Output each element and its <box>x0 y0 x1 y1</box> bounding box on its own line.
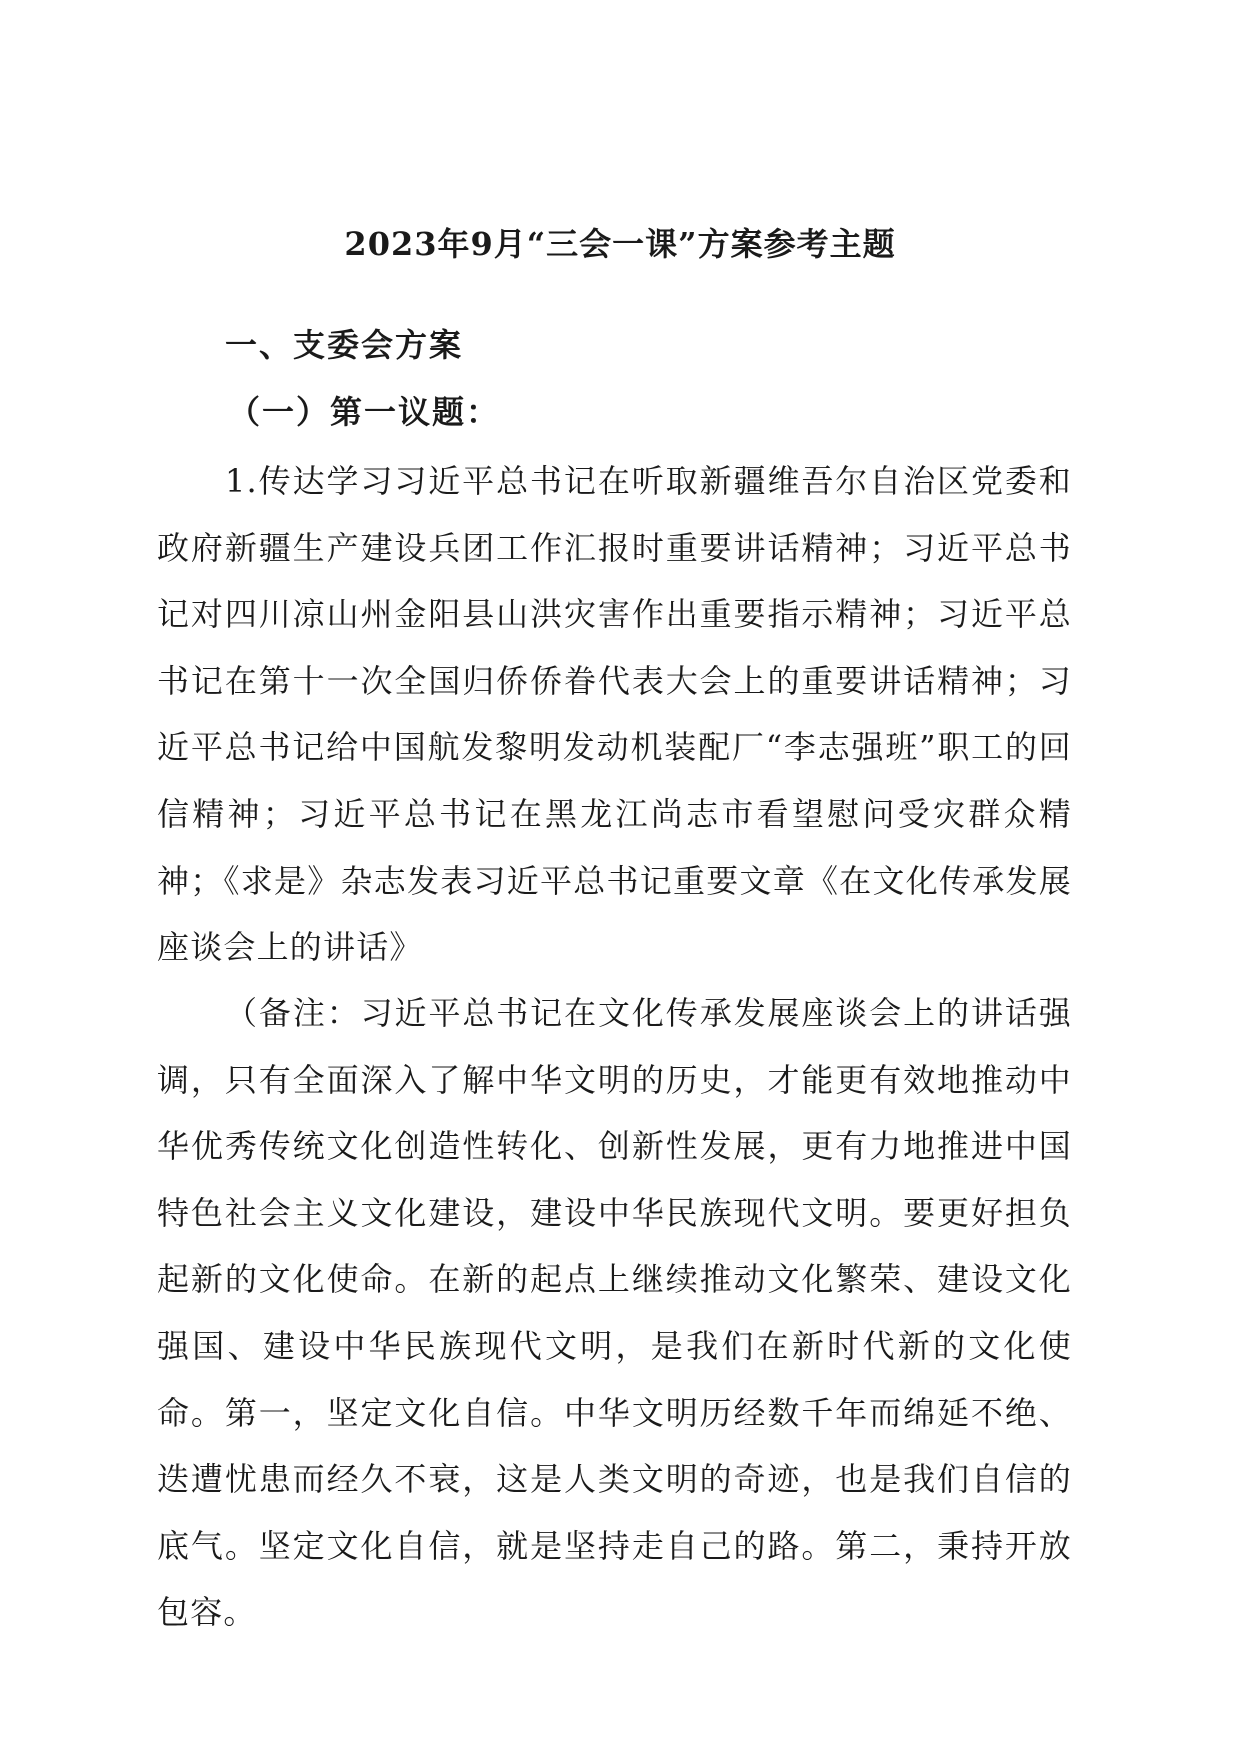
paragraph-remarks: （备注：习近平总书记在文化传承发展座谈会上的讲话强调，只有全面深入了解中华文明的历史，才能更有效地推动中华优秀传统文化创造性转化、创新性发展，更有力地推进中国特色社会主义文化建设，建设中华民族现代文明。要更好担负起新的文化使命。在新的起点上继续推动文化繁荣、建设文化强国、建设中华民族现代文明，是我们在新时代新的文化使命。第一，坚定文化自信。中华文明历经数千年而绵延不绝、迭遭忧患而经久不衰，这是人类文明的奇迹，也是我们自信的底气。坚定文化自信，就是坚持走自己的路。第二，秉持开放包容。 <box>157 994 1072 1632</box>
paragraph-topic-list: 1.传达学习习近平总书记在听取新疆维吾尔自治区党委和政府新疆生产建设兵团工作汇报时重要讲话精神；习近平总书记对四川凉山州金阳县山洪灾害作出重要指示精神；习近平总书记在第十一次全国归侨侨眷代表大会上的重要讲话精神；习近平总书记给中国航发黎明发动机装配厂“李志强班”职工的回信精神；习近平总书记在黑龙江尚志市看望慰问受灾群众精神；《求是》杂志发表习近平总书记重要文章《在文化传承发展座谈会上的讲话》 <box>157 462 1072 967</box>
document-title: 2023年9月“三会一课”方案参考主题 <box>344 225 896 263</box>
subsection-heading: （一）第一议题： <box>228 393 501 431</box>
section-heading: 一、支委会方案 <box>225 326 464 364</box>
